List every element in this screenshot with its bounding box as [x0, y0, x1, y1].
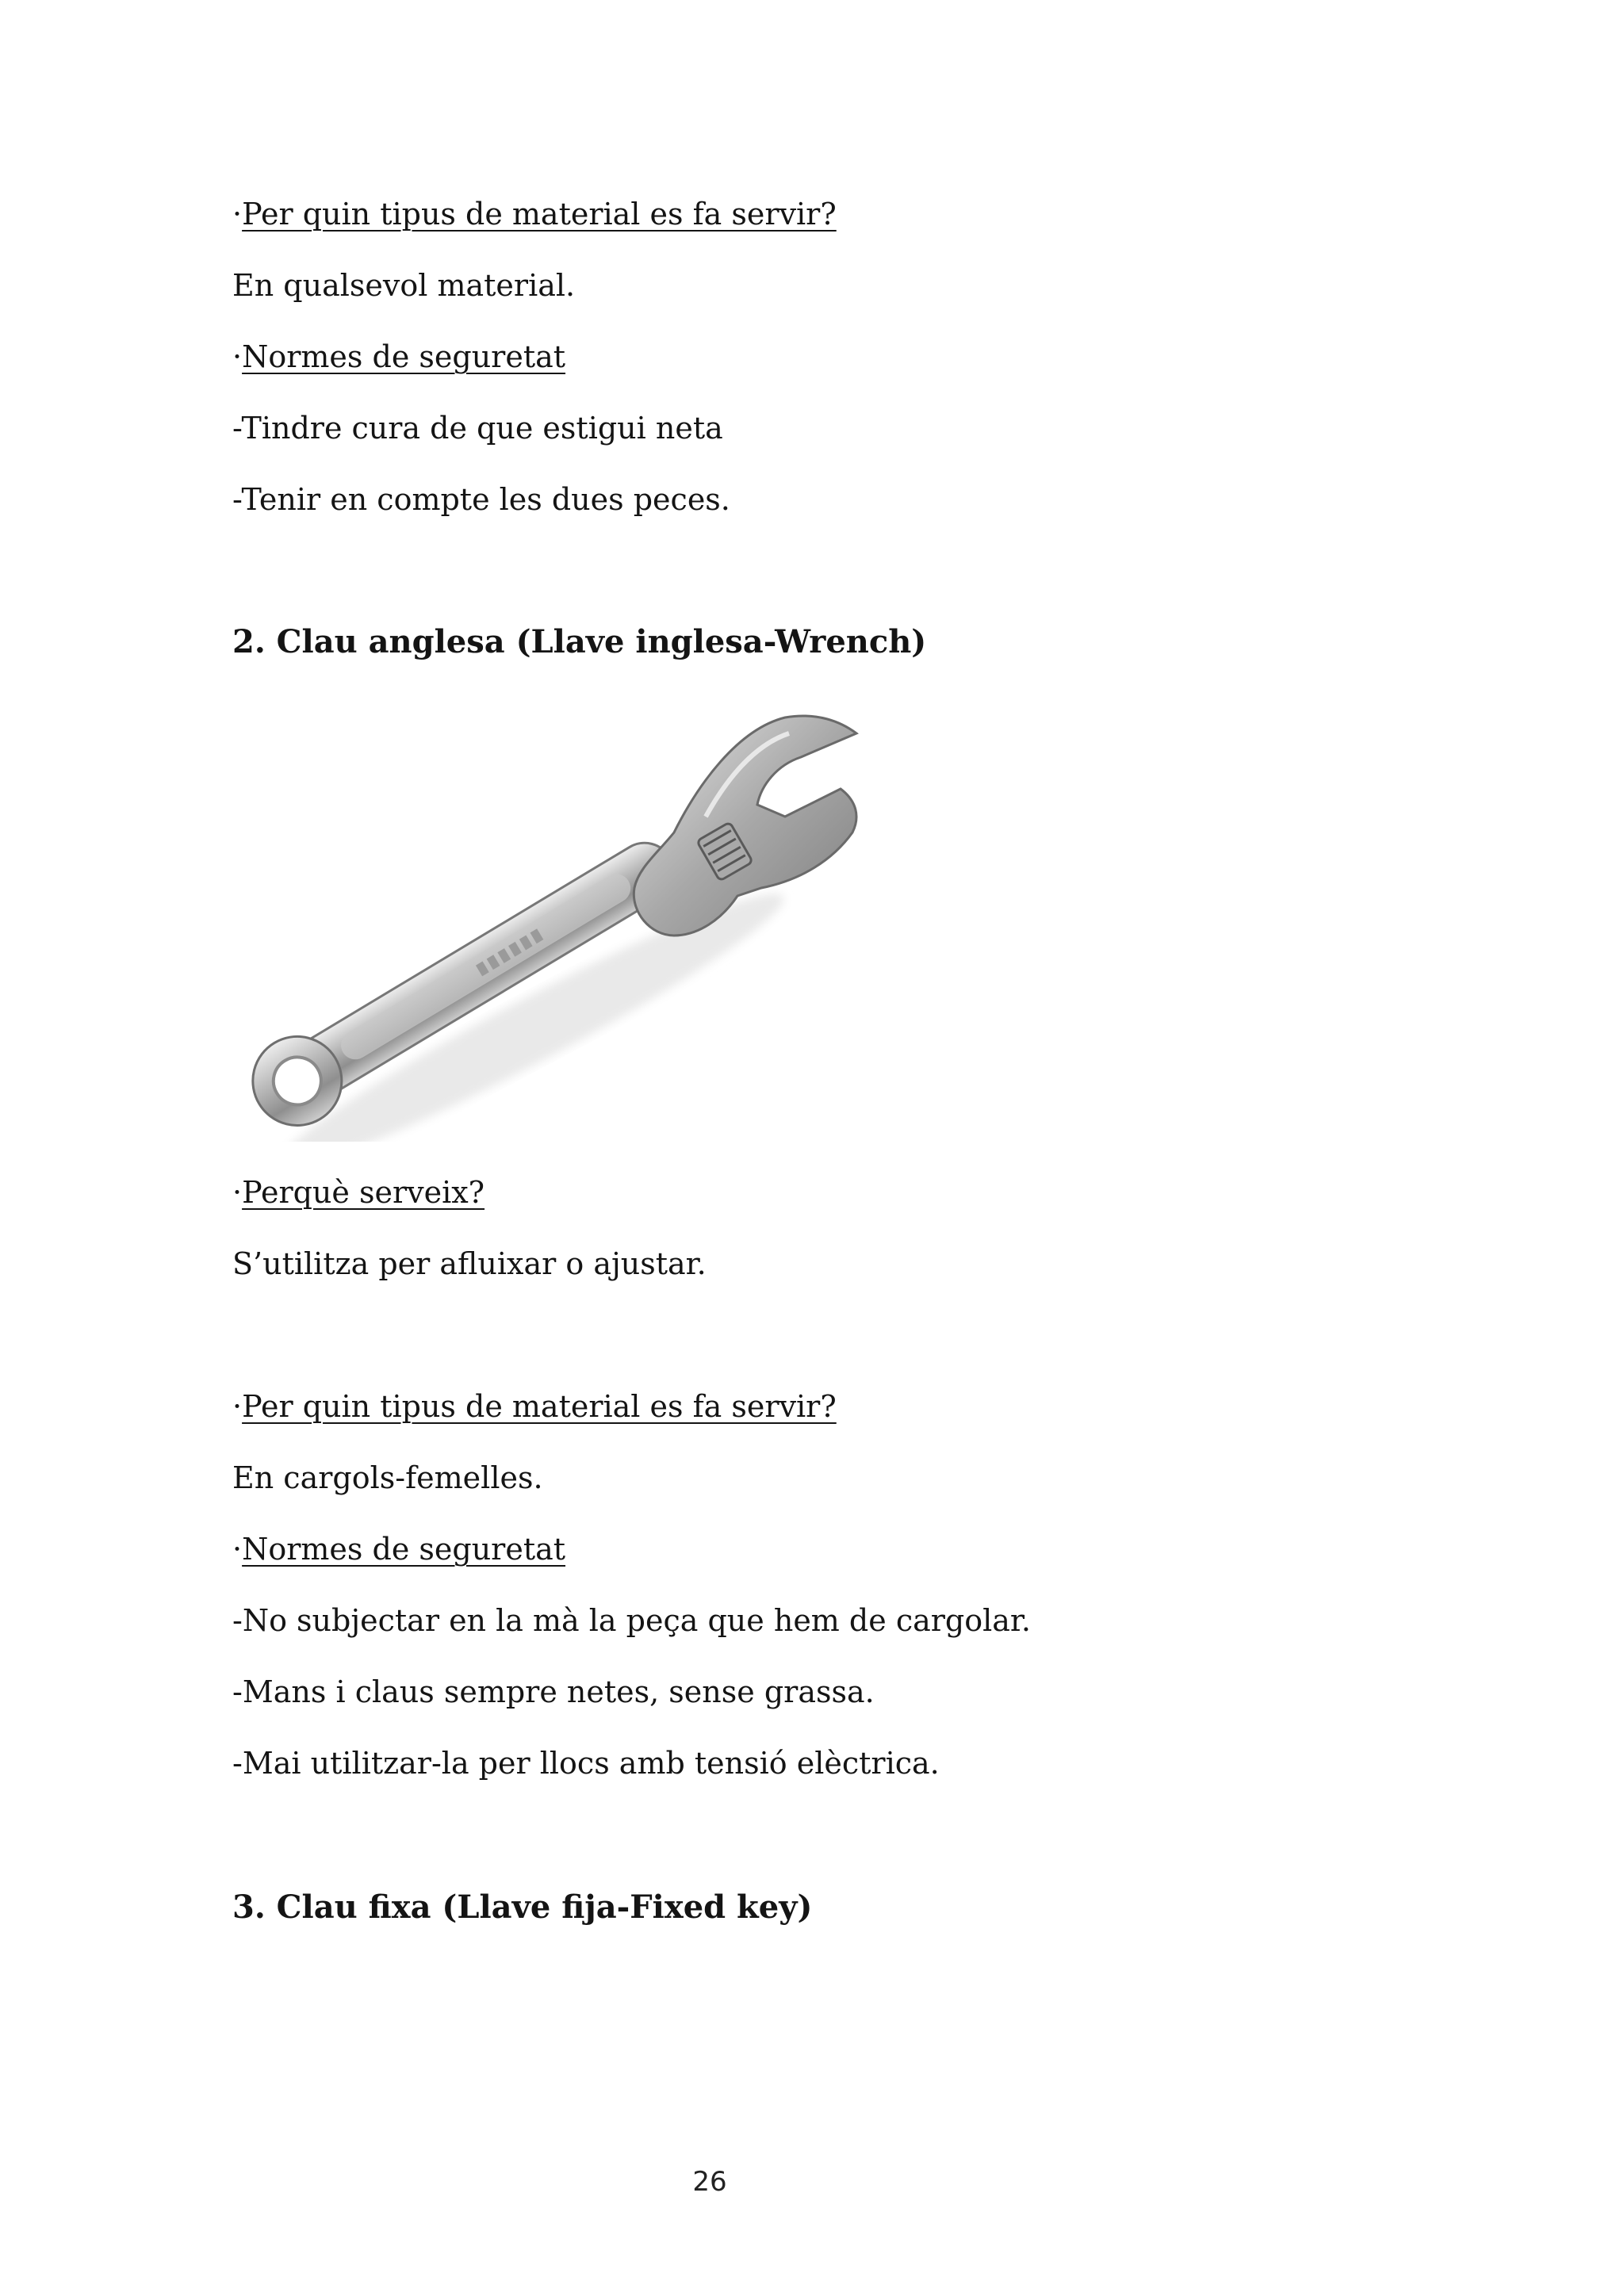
safety-item: -Mai utilitzar-la per llocs amb tensió elèctrica. — [232, 1746, 940, 1781]
section-heading-wrench: 2. Clau anglesa (Llave inglesa-Wrench) — [232, 623, 927, 660]
safety-title-1 — [232, 338, 565, 376]
bullet: · — [232, 1175, 243, 1210]
adjustable-wrench-icon — [230, 698, 880, 1142]
section-heading-fixed-key: 3. Clau fixa (Llave fija-Fixed key) — [232, 1888, 813, 1926]
safety-item: -Mans i claus sempre netes, sense grassa. — [232, 1674, 875, 1709]
question-material-2 — [232, 1387, 837, 1425]
bullet: · — [232, 1389, 243, 1424]
question-material-1 — [232, 195, 837, 233]
safety-item: -No subjectar en la mà la peça que hem de cargolar. — [232, 1603, 1031, 1638]
safety-title-2 — [232, 1530, 565, 1568]
question-text: Per quin tipus de material es fa servir? — [242, 197, 837, 232]
safety-title-text: Normes de seguretat — [242, 339, 566, 374]
safety-item: -Tenir en compte les dues peces. — [232, 482, 730, 517]
question-text: Per quin tipus de material es fa servir? — [242, 1389, 837, 1424]
page-number: 26 — [692, 2166, 727, 2198]
answer-material-1: En qualsevol material. — [232, 268, 576, 303]
question-text: Perquè serveix? — [242, 1175, 485, 1210]
bullet: · — [232, 339, 243, 374]
bullet: · — [232, 197, 243, 232]
safety-title-text: Normes de seguretat — [242, 1532, 566, 1567]
answer-material-2: En cargols-femelles. — [232, 1460, 543, 1495]
question-use-2 — [232, 1173, 485, 1211]
safety-item: -Tindre cura de que estigui neta — [232, 411, 723, 446]
bullet: · — [232, 1532, 243, 1567]
answer-use-2: S’utilitza per afluixar o ajustar. — [232, 1246, 707, 1281]
